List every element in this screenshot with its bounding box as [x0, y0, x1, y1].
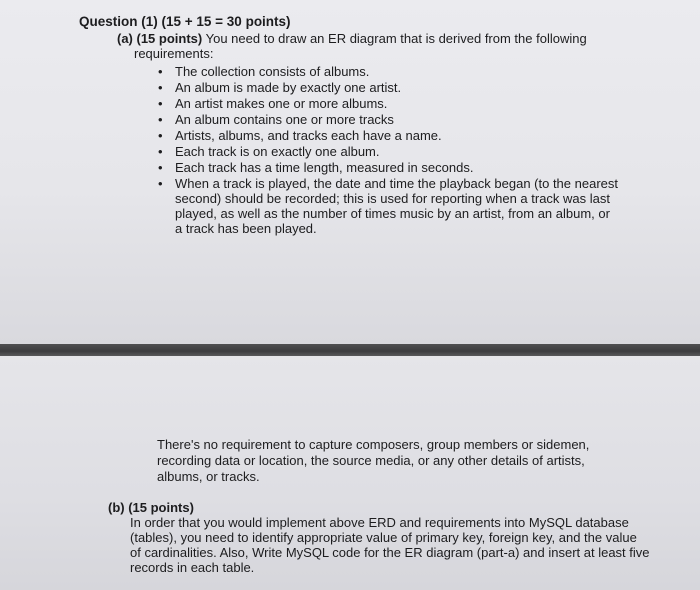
- requirement-text: An artist makes one or more albums.: [175, 96, 388, 111]
- part-b-label: (b) (15 points): [108, 500, 194, 515]
- requirement-text: Each track is on exactly one album.: [175, 144, 380, 159]
- part-a-intro-continuation: requirements:: [134, 46, 214, 61]
- requirement-text: An album is made by exactly one artist.: [175, 80, 402, 95]
- bullet-icon: •: [158, 176, 163, 191]
- part-a-label: (a) (15 points): [117, 31, 203, 46]
- requirement-item: [158, 128, 618, 143]
- part-a-intro: [117, 31, 637, 61]
- requirement-item: [158, 160, 618, 175]
- requirement-item: [158, 144, 618, 159]
- requirements-list: [158, 64, 618, 237]
- requirement-text: Artists, albums, and tracks each have a name.: [175, 128, 442, 143]
- requirement-text: When a track is played, the date and time the playback began (to the nearest second) should be recorded; this is used for reporting when a track was last played, as well as the number of times music by an artist, from an album, or a track has been played.: [175, 176, 618, 236]
- bullet-icon: •: [158, 112, 163, 127]
- question-title: Question (1) (15 + 15 = 30 points): [79, 14, 291, 29]
- part-a-intro-text: You need to draw an ER diagram that is derived from the following: [205, 31, 587, 46]
- requirement-item: [158, 80, 618, 95]
- part-b-text: In order that you would implement above ERD and requirements into MySQL database (tables), you need to identify appropriate value of primary key, foreign key, and the value of cardinalities. Also, Write MySQL code for the ER diagram (part-a) and insert at least five records in each table.: [130, 515, 650, 575]
- bullet-icon: •: [158, 144, 163, 159]
- requirement-text: An album contains one or more tracks: [175, 112, 394, 127]
- requirement-item: [158, 112, 618, 127]
- requirement-item: [158, 64, 618, 79]
- bullet-icon: •: [158, 96, 163, 111]
- requirement-item: [158, 96, 618, 111]
- scope-note: There's no requirement to capture composers, group members or sidemen, recording data or location, the source media, or any other details of artists, albums, or tracks.: [157, 437, 590, 484]
- page-divider: [0, 344, 700, 356]
- bullet-icon: •: [158, 160, 163, 175]
- requirement-text: Each track has a time length, measured in seconds.: [175, 160, 474, 175]
- bullet-icon: •: [158, 64, 163, 79]
- requirement-item: [158, 176, 618, 236]
- bullet-icon: •: [158, 80, 163, 95]
- bullet-icon: •: [158, 128, 163, 143]
- requirement-text: The collection consists of albums.: [175, 64, 370, 79]
